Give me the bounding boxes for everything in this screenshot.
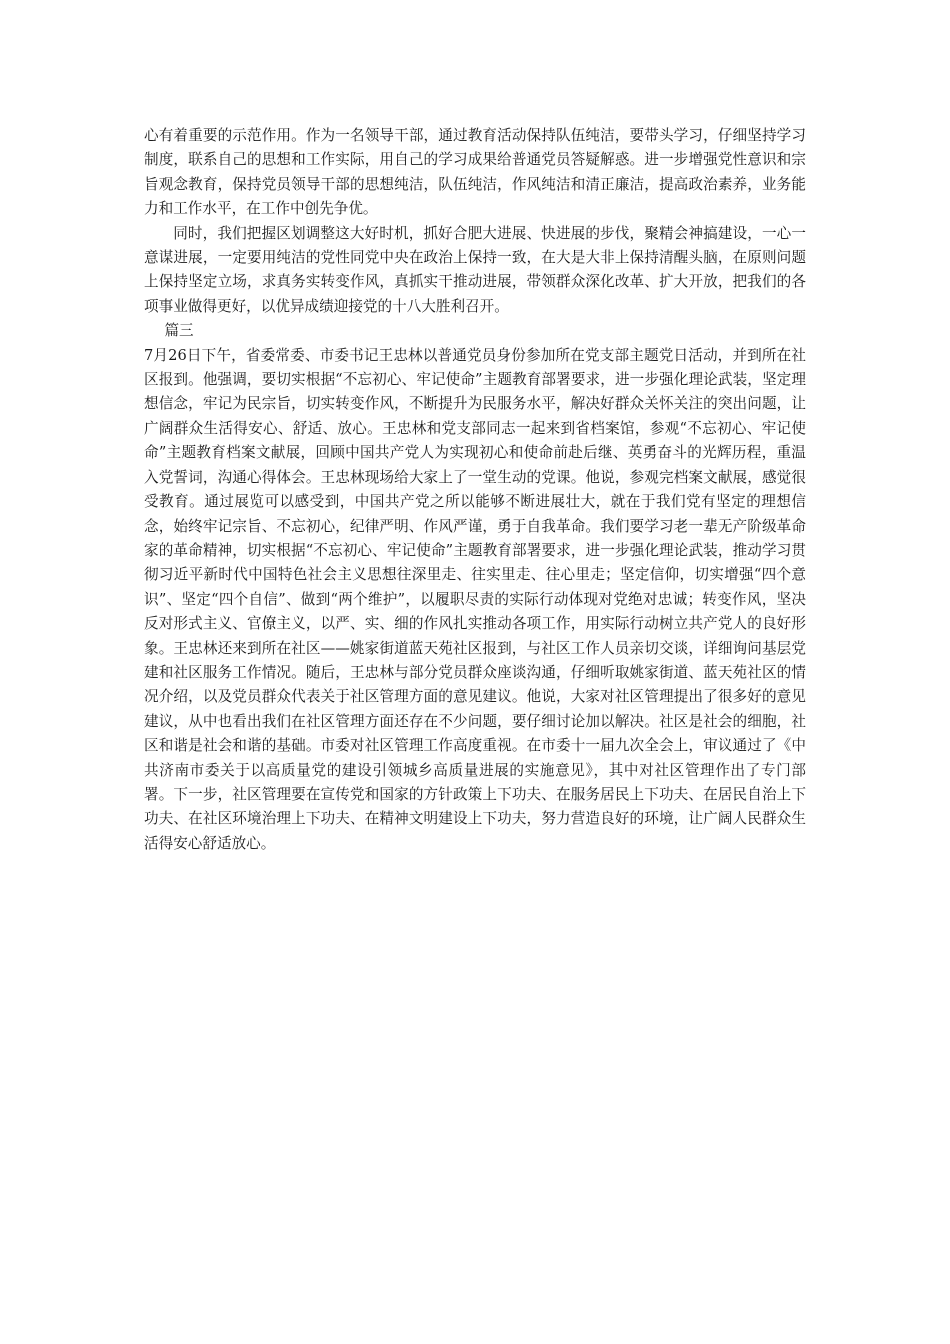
section-body-paragraph: 7月26日下午，省委常委、市委书记王忠林以普通党员身份参加所在党支部主题党日活动，并到所在社区报到。他强调，要切实根据“不忘初心、牢记使命”主题教育部署要求，进一步强化理论武装，坚定理想信念，牢记为民宗旨，切实转变作风，不断提升为民服务水平，解决好群众关怀关注的突出问题，让广阔群众生活得安心、舒适、放心。王忠林和党支部同志一起来到省档案馆，参观“不忘初心、牢记使命”主题教育档案文献展，回顾中国共产党人为实现初心和使命前赴后继、英勇奋斗的光辉历程，重温入党誓词，沟通心得体会。王忠林现场给大家上了一堂生动的党课。他说，参观完档案文献展，感觉很受教育。通过展览可以感受到，中国共产党之所以能够不断进展壮大，就在于我们党有坚定的理想信念，始终牢记宗旨、不忘初心，纪律严明、作风严谨，勇于自我革命。我们要学习老一辈无产阶级革命家的革命精神，切实根据“不忘初心、牢记使命”主题教育部署要求，进一步强化理论武装，推动学习贯彻习近平新时代中国特色社会主义思想往深里走、往实里走、往心里走；坚定信仰，切实增强“四个意识”、坚定“四个自信”、做到“两个维护”，以履职尽责的实际行动体现对党绝对忠诚；转变作风，坚决反对形式主义、官僚主义，以严、实、细的作风扎实推动各项工作，用实际行动树立共产党人的良好形象。王忠林还来到所在社区——姚家街道蓝天苑社区报到，与社区工作人员亲切交谈，详细询问基层党建和社区服务工作情况。随后，王忠林与部分党员群众座谈沟通，仔细听取姚家街道、蓝天苑社区的情况介绍，以及党员群众代表关于社区管理方面的意见建议。他说，大家对社区管理提出了很多好的意见建议，从中也看出我们在社区管理方面还存在不少问题，要仔细讨论加以解决。社区是社会的细胞，社区和谐是社会和谐的基础。市委对社区管理工作高度重视。在市委十一届九次全会上，审议通过了《中共济南市委关于以高质量党的建设引领城乡高质量进展的实施意见》，其中对社区管理作出了专门部署。下一步，社区管理要在宣传党和国家的方针政策上下功夫、在服务居民上下功夫、在居民自治上下功夫、在社区环境治理上下功夫、在精神文明建设上下功夫，努力营造良好的环境，让广阔人民群众生活得安心舒适放心。 (144, 346, 806, 852)
section-heading: 篇三 (164, 322, 194, 340)
paragraph-continued: 心有着重要的示范作用。作为一名领导干部，通过教育活动保持队伍纯洁，要带头学习，仔细坚持学习制度，联系自己的思想和工作实际，用自己的学习成果给普通党员答疑解惑。进一步增强党性意识和宗旨观念教育，保持党员领导干部的思想纯洁，队伍纯洁，作风纯洁和清正廉洁，提高政治素养，业务能力和工作水平，在工作中创先争优。 (144, 127, 806, 218)
document-body (144, 124, 806, 856)
paragraph-meanwhile: 同时，我们把握区划调整这大好时机，抓好合肥大进展、快进展的步伐，聚精会神搞建设，一心一意谋进展，一定要用纯洁的党性同党中央在政治上保持一致，在大是大非上保持清醒头脑，在原则问题上保持坚定立场，求真务实转变作风，真抓实干推动进展，带领群众深化改革、扩大开放，把我们的各项事业做得更好，以优异成绩迎接党的十八大胜利召开。 (144, 224, 806, 315)
